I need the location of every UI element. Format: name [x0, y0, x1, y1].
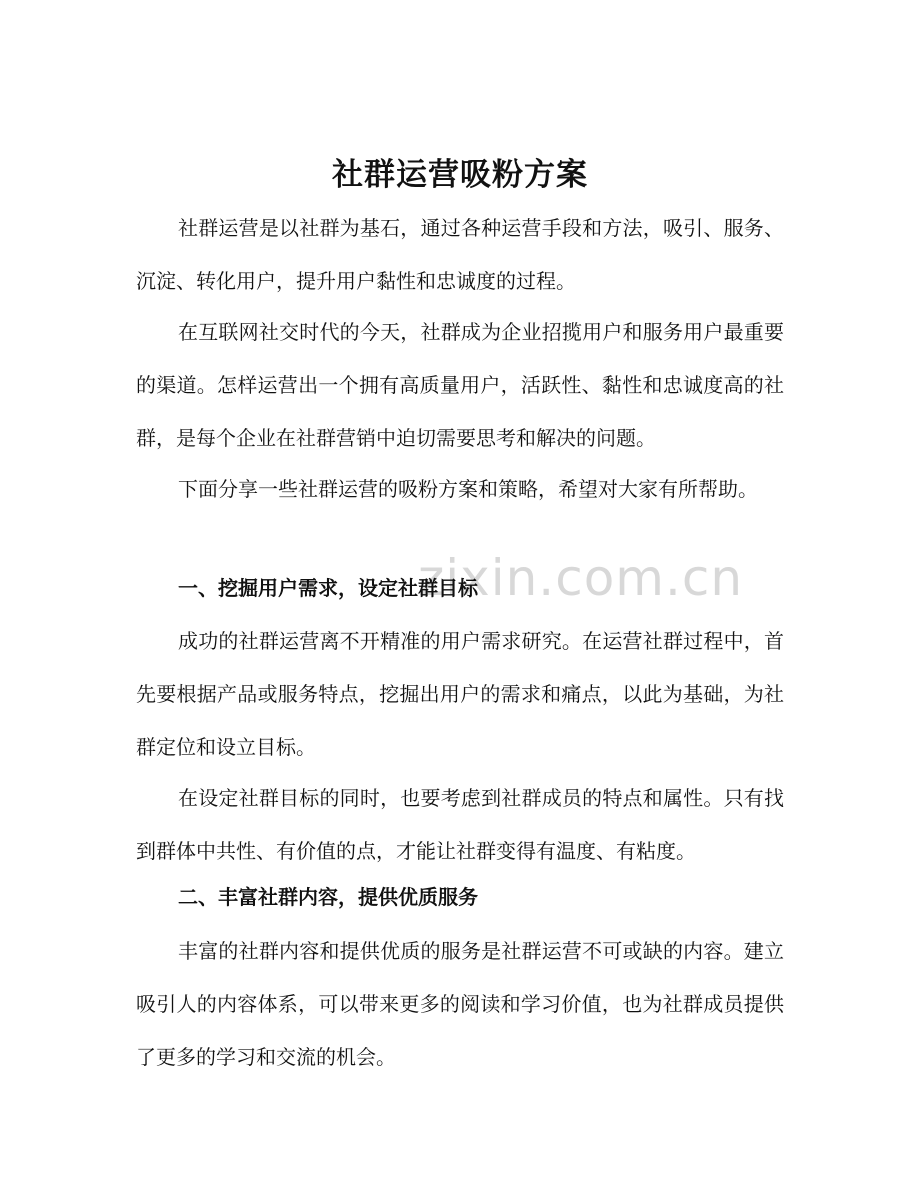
section-2-paragraph-1: 丰富的社群内容和提供优质的服务是社群运营不可或缺的内容。建立吸引人的内容体系，可以带来更多的阅读和学习价值，也为社群成员提供了更多的学习和交流的机会。 [136, 939, 784, 1069]
intro-paragraph-1: 社群运营是以社群为基石，通过各种运营手段和方法，吸引、服务、沉淀、转化用户，提升用户黏性和忠诚度的过程。 [136, 216, 784, 293]
page-title: 社群运营吸粉方案 [332, 157, 588, 193]
section-2-heading: 二、丰富社群内容，提供优质服务 [178, 885, 478, 909]
section-1-heading: 一、挖掘用户需求，设定社群目标 [178, 576, 478, 600]
section-1-paragraph-1: 成功的社群运营离不开精准的用户需求研究。在运营社群过程中，首先要根据产品或服务特点，挖掘出用户的需求和痛点，以此为基础，为社群定位和设立目标。 [136, 629, 784, 759]
watermark: zixin.com.cn [418, 549, 744, 607]
section-1-paragraph-2: 在设定社群目标的同时，也要考虑到社群成员的特点和属性。只有找到群体中共性、有价值的点，才能让社群变得有温度、有粘度。 [136, 786, 784, 863]
intro-paragraph-2: 在互联网社交时代的今天，社群成为企业招揽用户和服务用户最重要的渠道。怎样运营出一个拥有高质量用户，活跃性、黏性和忠诚度高的社群，是每个企业在社群营销中迫切需要思考和解决的问题。 [136, 320, 784, 450]
intro-paragraph-3: 下面分享一些社群运营的吸粉方案和策略，希望对大家有所帮助。 [178, 477, 758, 501]
